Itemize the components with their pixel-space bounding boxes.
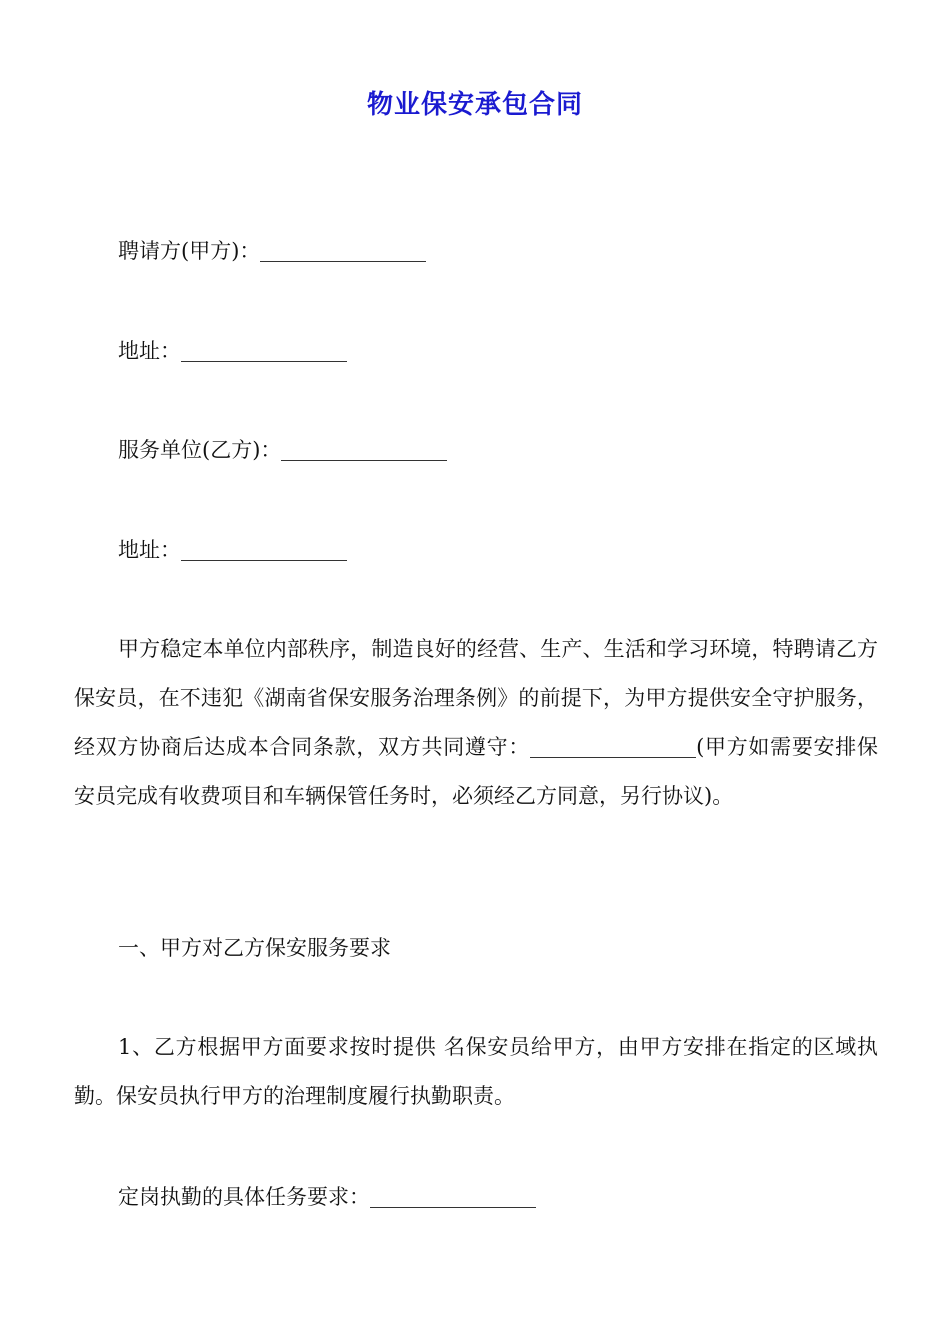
document-title: 物业保安承包合同 — [366, 90, 583, 120]
party-b-blank[interactable] — [281, 438, 447, 461]
intro-text-1: 甲方稳定本单位内部秩序，制造良好的经营、生产、生活和学习环境，特聘请乙方保安员，在不违犯《湖南省保安服务治理条例》的前提下，为甲方提供安全守护服务，经双方协商后达成本合同条款，双方共同遵守： — [74, 637, 878, 759]
party-a-address-line — [118, 336, 347, 366]
duty-requirements-blank[interactable] — [370, 1185, 536, 1208]
party-a-label: 聘请方(甲方)： — [118, 239, 261, 263]
intro-text-2: (甲方如需要安排保安员完成有收费项目和车辆保管任务时，必须经乙方同意，另行协议)。 — [74, 735, 878, 808]
party-a-address-blank[interactable] — [181, 339, 347, 362]
intro-blank[interactable] — [530, 735, 696, 758]
clause1-paragraph: 1、乙方根据甲方面要求按时提供 名保安员给甲方，由甲方安排在指定的区域执勤。保安员执行甲方的治理制度履行执勤职责。 — [74, 1035, 878, 1108]
party-b-label: 服务单位(乙方)： — [118, 438, 282, 462]
party-b-address-label: 地址： — [118, 538, 181, 562]
duty-requirements-label: 定岗执勤的具体任务要求： — [118, 1185, 370, 1209]
party-a-address-label: 地址： — [118, 339, 181, 363]
party-b-address-blank[interactable] — [181, 538, 347, 561]
duty-requirements-line — [118, 1182, 536, 1212]
intro-paragraph — [74, 625, 878, 821]
party-a-line — [118, 236, 426, 266]
party-a-blank[interactable] — [260, 239, 426, 262]
section1-heading: 一、甲方对乙方保安服务要求 — [118, 936, 391, 960]
party-b-line — [118, 435, 447, 465]
party-b-address-line — [118, 535, 347, 565]
